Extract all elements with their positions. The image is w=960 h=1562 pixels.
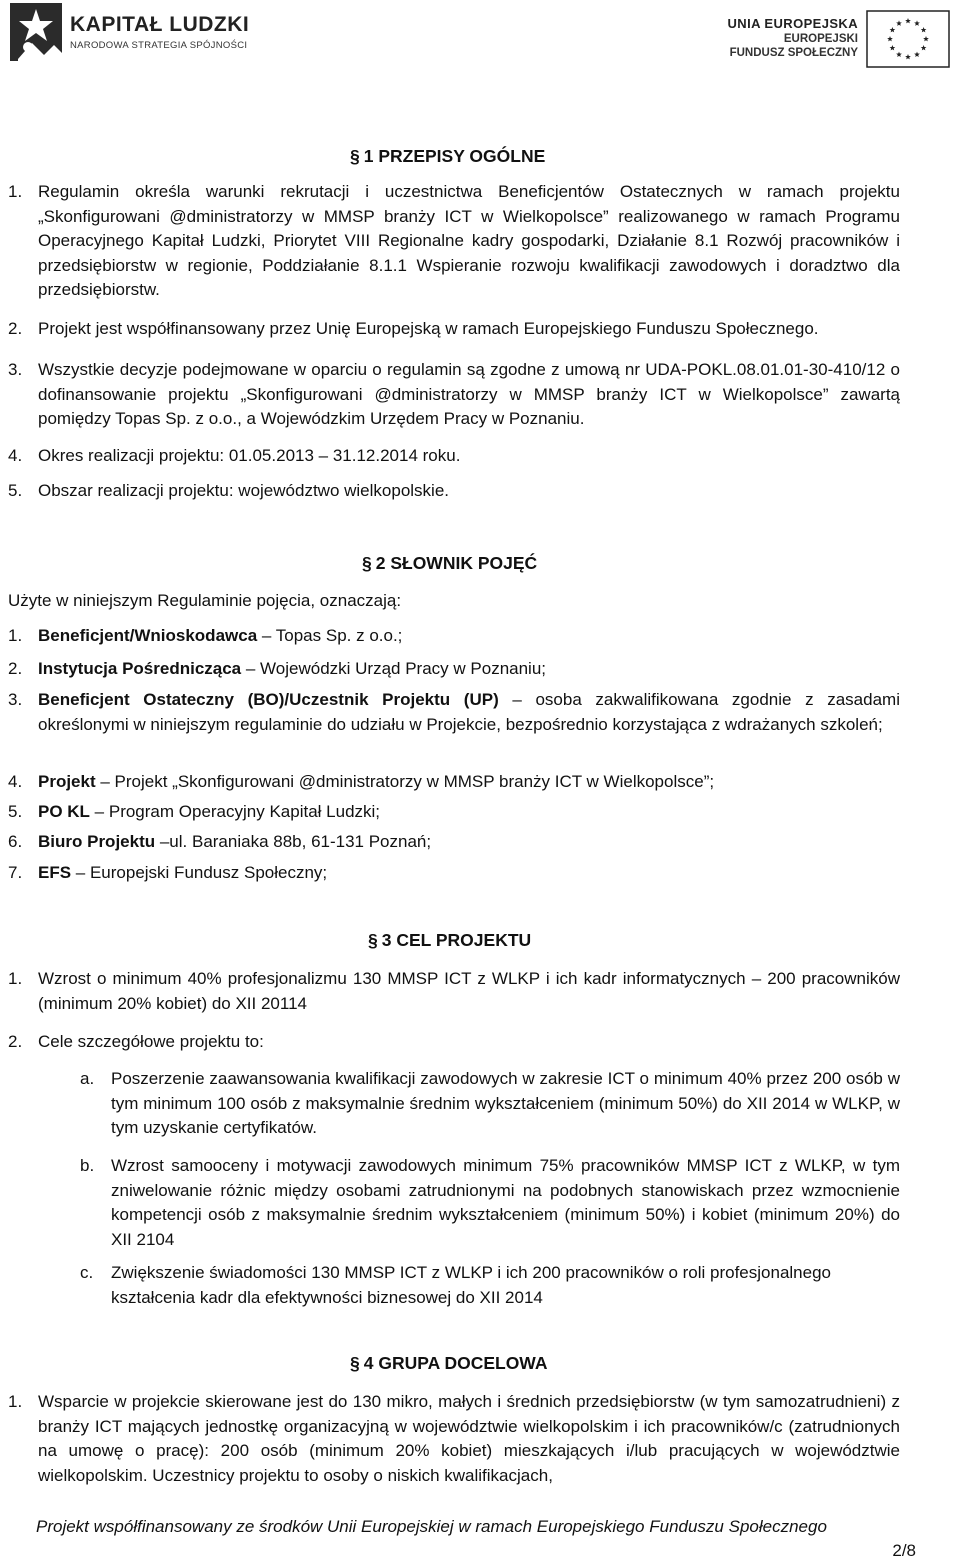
item-number: 2. [8, 1032, 23, 1051]
section-2-title-text: 2 SŁOWNIK POJĘĆ [375, 553, 538, 573]
item-text [38, 861, 900, 886]
s1-item-3 [8, 358, 900, 432]
subitem-letter: a. [80, 1069, 95, 1088]
definition: – Program Operacyjny Kapitał Ludzki; [89, 802, 381, 821]
item-text [38, 830, 900, 855]
item-text [38, 624, 900, 649]
definition: – Wojewódzki Urząd Pracy w Poznaniu; [241, 659, 547, 678]
subitem-text: Wzrost samooceny i motywacji zawodowych minimum 75% pracowników MMSP ICT z WLKP, w tym zniwelowanie różnic między osobami zatrudnionymi na podobnych stanowiskach przez wzmocnienie kompetencji osób z maksymalnie średnim wykształceniem (minimum 50%) i kobiet (minimum 20%) do XII 2104 [111, 1156, 900, 1249]
section-3-title-text: 3 CEL PROJEKTU [381, 930, 532, 950]
item-text: Okres realizacji projektu: 01.05.2013 – 31.12.2014 roku. [38, 446, 461, 465]
item-number: 2. [8, 319, 23, 338]
section-3-title [368, 930, 531, 951]
eu-logo-line3: FUNDUSZ SPOŁECZNY [729, 47, 858, 59]
section-mark: § [362, 553, 372, 573]
footer-cofinancing-note: Projekt współfinansowany ze środków Unii Europejskiej w ramach Europejskiego Funduszu Społecznego [36, 1517, 827, 1536]
kl-logo-subtitle: NARODOWA STRATEGIA SPÓJNOŚCI [70, 40, 248, 51]
term: EFS [38, 863, 72, 882]
item-number: 4. [8, 446, 23, 465]
item-text: Regulamin określa warunki rekrutacji i uczestnictwa Beneficjentów Ostatecznych w ramach projektu „Skonfigurowani @dministratorzy w MMSP branży ICT w Wielkopolsce” realizowanego w ramach Programu Operacyjnego Kapitał Ludzki, Priorytet VIII Regionalne kadry gospodarki, Działanie 8.1 Rozwój pracowników i przedsiębiorstw w regionie, Poddziałanie 8.1.1 Wspieranie rozwoju kwalifikacji zawodowych i doradztwo dla przedsiębiorstw. [38, 182, 900, 299]
item-number: 3. [8, 360, 23, 379]
s2-item-4 [8, 770, 900, 795]
page-number: 2/8 [892, 1541, 916, 1560]
item-number: 7. [8, 863, 23, 882]
kl-logo-title: KAPITAŁ LUDZKI [70, 13, 250, 36]
s1-item-4 [8, 444, 900, 469]
section-mark: § [350, 146, 360, 166]
item-number: 4. [8, 772, 23, 791]
kapital-ludzki-logo [10, 3, 250, 63]
item-number: 5. [8, 802, 23, 821]
term: PO KL [38, 802, 90, 821]
subitem-letter: b. [80, 1156, 95, 1175]
s3-subitem-c [80, 1261, 900, 1310]
item-text: Wszystkie decyzje podejmowane w oparciu o regulamin są zgodne z umową nr UDA-POKL.08.01.01-30-410/12 o dofinansowanie projektu „Skonfigurowani @dministratorzy w MMSP branży ICT w Wielkopolsce” zawartą pomiędzy Topas Sp. z o.o., a Wojewódzkim Urzędem Pracy w Poznaniu. [38, 360, 900, 428]
item-number: 1. [8, 1392, 23, 1411]
s1-item-2 [8, 317, 900, 342]
item-number: 6. [8, 832, 23, 851]
s1-item-1 [8, 180, 900, 303]
s2-item-2 [8, 657, 900, 682]
item-text: Wsparcie w projekcie skierowane jest do 130 mikro, małych i średnich przedsiębiorstw (w tym samozatrudnieni) z branży ICT mających jednostkę organizacyjną w województwie wielkopolskim i ich pracowników/c (zatrudnionych na umowę o pracę): 200 osób (minimum 20% kobiet) mieszkających i/lub pracujących w województwie wielkopolskim. Uczestnicy projektu to osoby o niskich kwalifikacjach, [38, 1392, 900, 1485]
item-text: Cele szczegółowe projektu to: [38, 1032, 264, 1051]
item-text: Wzrost o minimum 40% profesjonalizmu 130 MMSP ICT z WLKP i ich kadr informatycznych – 200 pracowników (minimum 20% kobiet) do XII 20114 [38, 969, 900, 1013]
section-1-title [350, 146, 545, 167]
definition: – Europejski Fundusz Społeczny; [71, 863, 328, 882]
definition: –ul. Baraniaka 88b, 61-131 Poznań; [155, 832, 432, 851]
item-text: Projekt jest współfinansowany przez Unię Europejską w ramach Europejskiego Funduszu Społecznego. [38, 319, 819, 338]
s1-item-5 [8, 479, 900, 504]
term: Biuro Projektu [38, 832, 156, 851]
s2-item-7 [8, 861, 900, 886]
s2-item-3 [8, 688, 900, 737]
s3-subitem-a [80, 1067, 900, 1141]
item-text [38, 770, 900, 795]
s2-item-6 [8, 830, 900, 855]
subitem-text: Zwiększenie świadomości 130 MMSP ICT z WLKP i ich 200 pracowników o roli profesjonalnego kształcenia kadr dla efektywności biznesowej do XII 2014 [111, 1263, 831, 1307]
s3-subitem-b [80, 1154, 900, 1252]
item-text: Obszar realizacji projektu: województwo wielkopolskie. [38, 481, 450, 500]
s3-item-2 [8, 1030, 900, 1055]
item-text [38, 657, 900, 682]
definition: – Topas Sp. z o.o.; [257, 626, 403, 645]
item-number: 5. [8, 481, 23, 500]
subitem-letter: c. [80, 1263, 94, 1282]
item-text [38, 688, 900, 737]
eu-logo-text [728, 16, 858, 60]
section-1-title-text: 1 PRZEPISY OGÓLNE [363, 146, 546, 166]
section-mark: § [350, 1353, 360, 1373]
s4-item-1 [8, 1390, 900, 1488]
item-number: 1. [8, 969, 23, 988]
s2-item-1 [8, 624, 900, 649]
section-4-title [350, 1353, 548, 1374]
term: Beneficjent Ostateczny (BO)/Uczestnik Projektu (UP) [38, 690, 499, 709]
eu-logo-line1: UNIA EUROPEJSKA [727, 16, 858, 31]
s3-item-1 [8, 967, 900, 1016]
item-number: 3. [8, 690, 23, 709]
term: Projekt [38, 772, 96, 791]
term: Instytucja Pośrednicząca [38, 659, 242, 678]
dictionary-intro: Użyte w niniejszym Regulaminie pojęcia, oznaczają: [8, 591, 402, 610]
eu-stars-flag-icon [866, 10, 950, 68]
item-number: 1. [8, 182, 23, 201]
section-2-title [362, 553, 537, 574]
subitem-text: Poszerzenie zaawansowania kwalifikacji zawodowych w zakresie ICT o minimum 40% przez 200 osób w tym minimum 100 osób z maksymalnie średnim wykształceniem (minimum 50%) do XII 2014 w WLKP, w tym uzyskanie certyfikatów. [111, 1069, 900, 1137]
term: Beneficjent/Wnioskodawca [38, 626, 258, 645]
definition: – Projekt „Skonfigurowani @dministratorzy w MMSP branży ICT w Wielkopolsce”; [95, 772, 715, 791]
eu-efs-logo [727, 10, 950, 68]
section-mark: § [368, 930, 378, 950]
item-text [38, 800, 900, 825]
s2-item-5 [8, 800, 900, 825]
item-number: 1. [8, 626, 23, 645]
kapital-ludzki-mark-icon [10, 3, 62, 61]
definition: – osoba zakwalifikowana zgodnie z zasadami określonymi w niniejszym regulaminie do udziału w Projekcie, bezpośrednio korzystająca z wdrażanych szkoleń; [38, 690, 900, 734]
item-number: 2. [8, 659, 23, 678]
section-4-title-text: 4 GRUPA DOCELOWA [363, 1353, 548, 1373]
eu-logo-line2: EUROPEJSKI [783, 33, 858, 45]
